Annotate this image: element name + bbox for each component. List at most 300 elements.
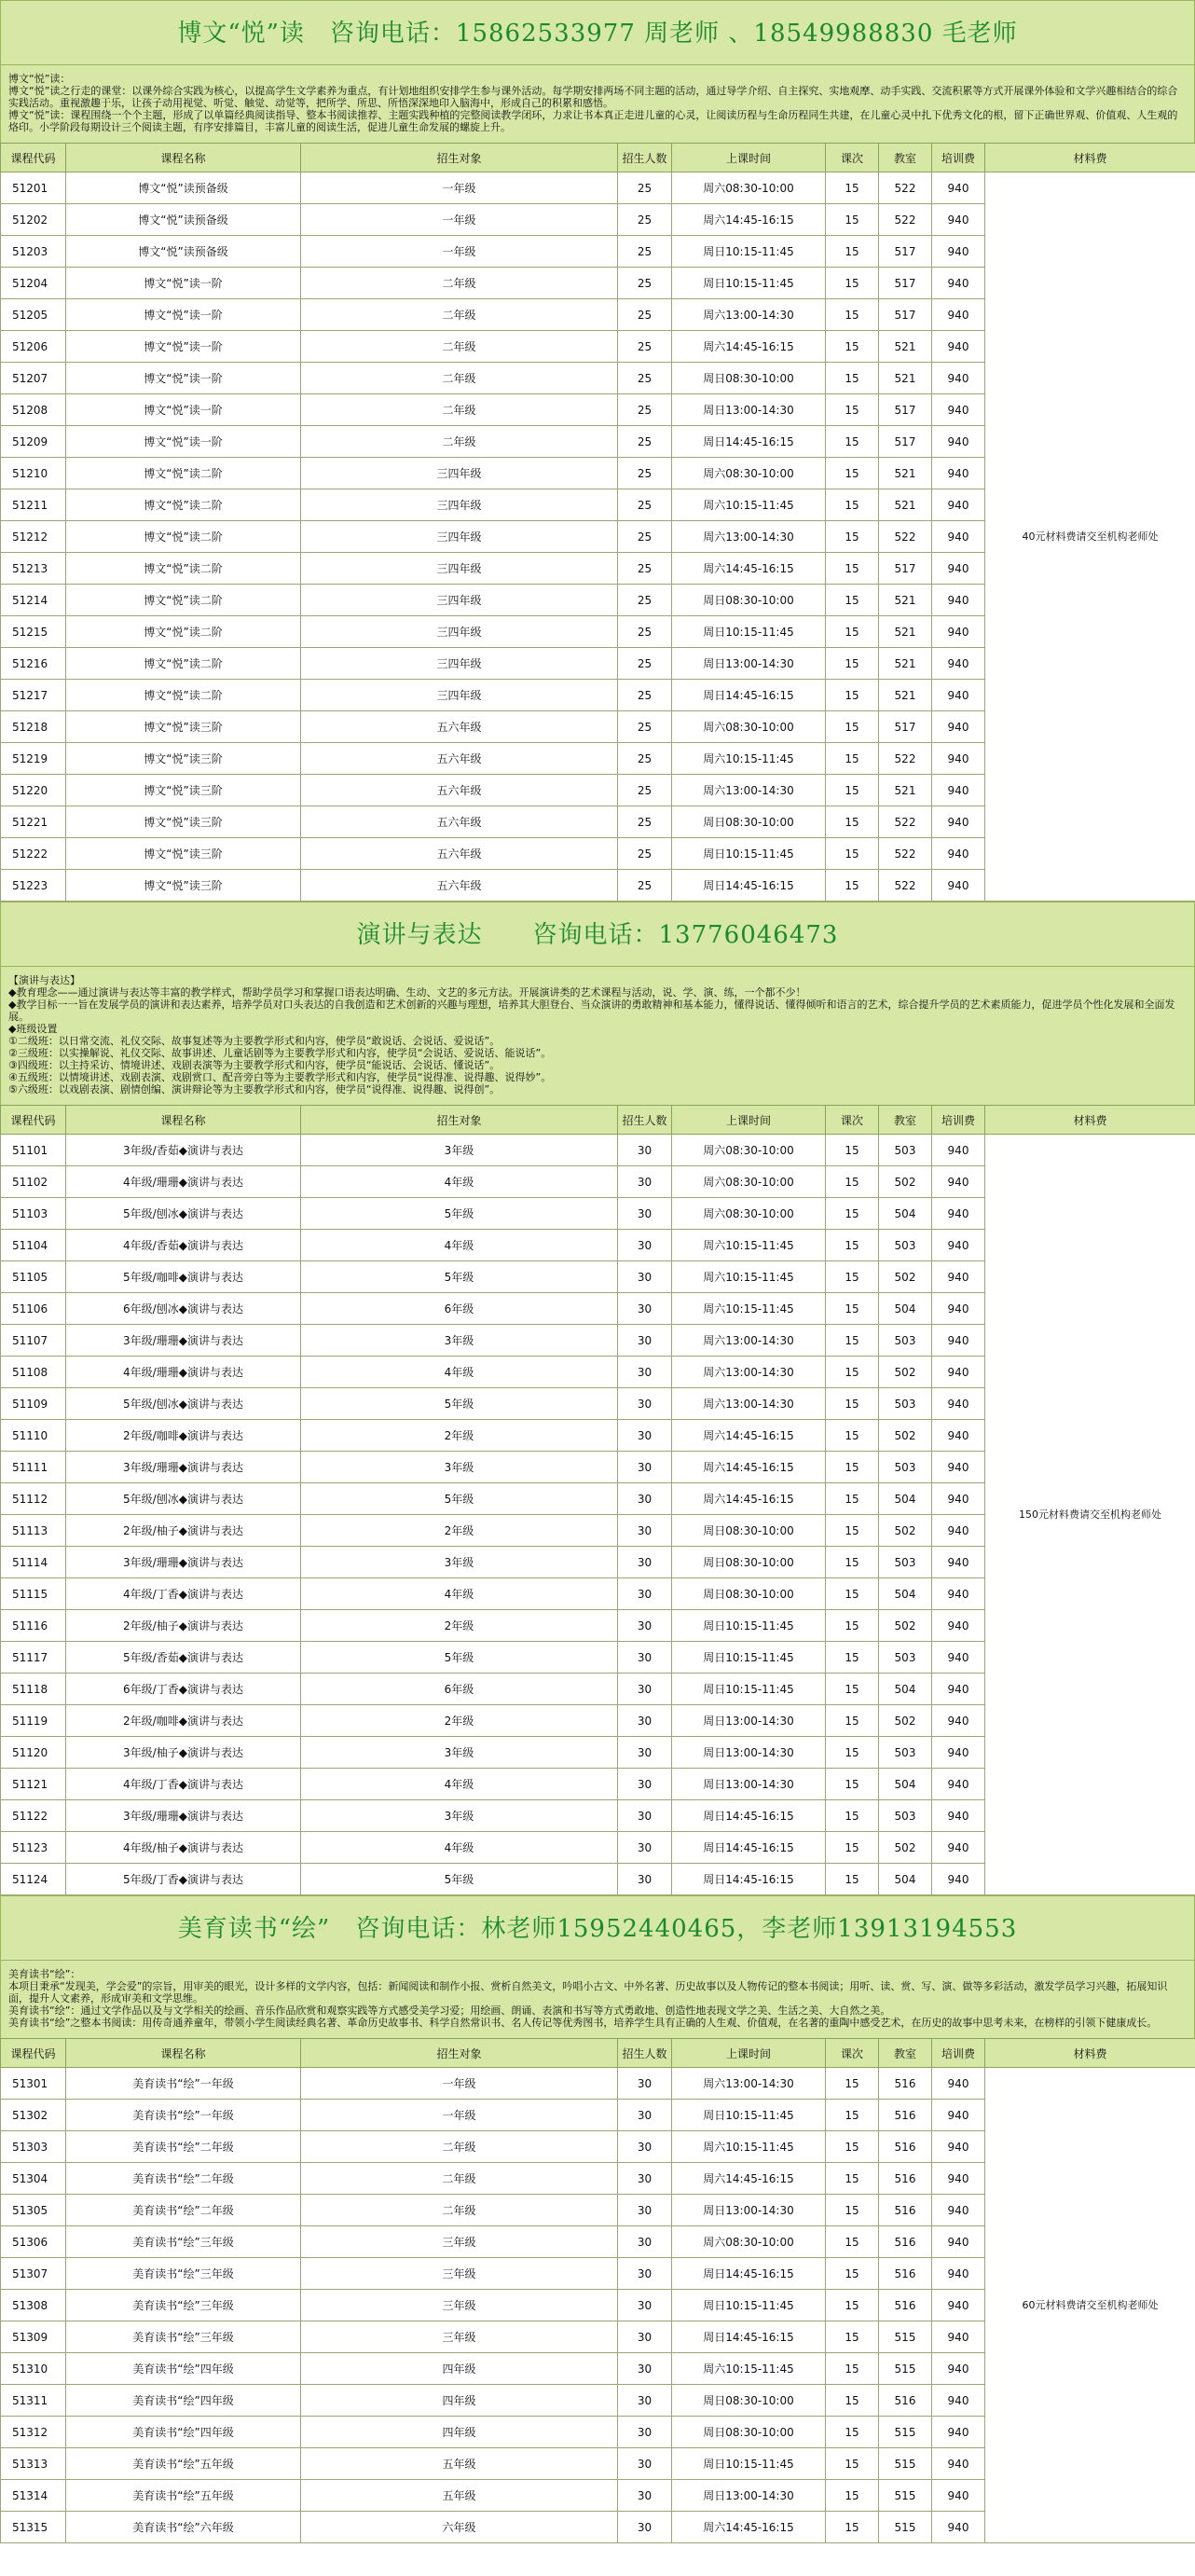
cell-sessions: 15 [826, 458, 879, 489]
cell-room: 521 [879, 616, 932, 648]
desc-line: ⑤六级班：以戏剧表演、剧情创编、演讲辩论等为主要教学形式和内容，使学员“说得准、说得趣、说得创”。 [8, 1083, 501, 1095]
cell-sessions: 15 [826, 299, 879, 331]
cell-course-name: 博文“悦”读二阶 [66, 680, 301, 711]
header-material: 材料费 [985, 1106, 1195, 1135]
cell-course-name: 3年级/香茹◆演讲与表达 [66, 1135, 301, 1166]
cell-capacity: 30 [618, 1198, 672, 1230]
header-sessions: 课次 [826, 144, 879, 172]
cell-time: 周六14:45-16:15 [672, 1420, 826, 1452]
cell-target: 3年级 [301, 1452, 618, 1483]
cell-sessions: 15 [826, 1452, 879, 1483]
cell-code: 51116 [1, 1610, 66, 1642]
cell-sessions: 15 [826, 2068, 879, 2100]
desc-line: 博文“悦”读之行走的课堂：以课外综合实践为核心，以提高学生文学素养为重点，有计划地组织安排学生参与课外活动。每学期安排两场不同主题的活动，通过导学介绍、自主探究、实地观摩、动手实践、交流积累等方式开展课外体验和文学兴趣相结合的综合实践活动。重视激趣于乐，让孩子动用视觉、听觉、触觉、动觉等，把所学、所思、所悟深深地印入脑海中，形成自己的积累和感悟。 [8, 85, 1178, 109]
cell-capacity: 30 [618, 2448, 672, 2480]
cell-capacity: 30 [618, 2258, 672, 2290]
cell-time: 周日10:15-11:45 [672, 2448, 826, 2480]
cell-time: 周六14:45-16:15 [672, 331, 826, 363]
cell-sessions: 15 [826, 2448, 879, 2480]
cell-course-name: 博文“悦”读预备级 [66, 236, 301, 268]
cell-fee: 940 [932, 553, 985, 585]
cell-code: 51124 [1, 1864, 66, 1895]
cell-sessions: 15 [826, 2417, 879, 2448]
cell-target: 二年级 [301, 268, 618, 299]
cell-fee: 940 [932, 1610, 985, 1642]
cell-target: 5年级 [301, 1261, 618, 1293]
cell-code: 51115 [1, 1578, 66, 1610]
cell-sessions: 15 [826, 426, 879, 458]
cell-course-name: 2年级/咖啡◆演讲与表达 [66, 1705, 301, 1737]
cell-target: 五六年级 [301, 870, 618, 902]
cell-code: 51113 [1, 1515, 66, 1547]
cell-time: 周六13:00-14:30 [672, 1325, 826, 1357]
cell-code: 51213 [1, 553, 66, 585]
cell-time: 周日10:15-11:45 [672, 2290, 826, 2321]
cell-room: 516 [879, 2226, 932, 2258]
cell-sessions: 15 [826, 1135, 879, 1166]
cell-course-name: 博文“悦”读二阶 [66, 585, 301, 616]
cell-room: 502 [879, 1610, 932, 1642]
cell-course-name: 美育读书“绘”三年级 [66, 2258, 301, 2290]
cell-code: 51109 [1, 1388, 66, 1420]
cell-fee: 940 [932, 1388, 985, 1420]
cell-target: 5年级 [301, 1483, 618, 1515]
cell-sessions: 15 [826, 1483, 879, 1515]
cell-sessions: 15 [826, 1864, 879, 1895]
cell-room: 503 [879, 1737, 932, 1769]
cell-capacity: 25 [618, 236, 672, 268]
cell-course-name: 美育读书“绘”一年级 [66, 2068, 301, 2100]
cell-target: 4年级 [301, 1832, 618, 1864]
header-sessions: 课次 [826, 2039, 879, 2068]
cell-capacity: 25 [618, 204, 672, 236]
cell-course-name: 2年级/咖啡◆演讲与表达 [66, 1420, 301, 1452]
cell-time: 周六10:15-11:45 [672, 2353, 826, 2385]
cell-code: 51311 [1, 2385, 66, 2417]
desc-line: 博文“悦”读：课程围绕一个个主题，形成了以单篇经典阅读指导、整本书阅读推荐、主题实践种植的完整阅读教学闭环，力求让书本真正走进儿童的心灵，让阅读历程与生命历程同生共建，在儿童心灵中扎下优秀文化的根，留下正确世界观、价值观、人生观的烙印。小学阶段每期设计三个阅读主题，有序安排篇目，丰富儿童的阅读生活，促进儿童生命发展的螺旋上升。 [8, 109, 1178, 133]
cell-time: 周六14:45-16:15 [672, 2163, 826, 2195]
cell-target: 二年级 [301, 2131, 618, 2163]
cell-sessions: 15 [826, 172, 879, 204]
cell-capacity: 30 [618, 2226, 672, 2258]
cell-capacity: 25 [618, 299, 672, 331]
cell-room: 521 [879, 775, 932, 806]
cell-fee: 940 [932, 1832, 985, 1864]
section-art-reading [0, 1895, 1195, 2543]
cell-capacity: 30 [618, 1800, 672, 1832]
cell-target: 4年级 [301, 1357, 618, 1388]
cell-fee: 940 [932, 236, 985, 268]
cell-room: 521 [879, 585, 932, 616]
cell-material-fee: 60元材料费请交至机构老师处 [985, 2068, 1195, 2543]
desc-line: ③四级班：以主持采访、情境讲述、戏剧表演等为主要教学形式和内容，使学员“能说话、会说话、懂说话”。 [8, 1059, 501, 1071]
cell-fee: 940 [932, 2100, 985, 2131]
cell-target: 3年级 [301, 1800, 618, 1832]
cell-capacity: 30 [618, 1325, 672, 1357]
cell-course-name: 5年级/咖啡◆演讲与表达 [66, 1261, 301, 1293]
cell-time: 周日10:15-11:45 [672, 616, 826, 648]
cell-capacity: 25 [618, 806, 672, 838]
cell-code: 51106 [1, 1293, 66, 1325]
cell-time: 周六14:45-16:15 [672, 1452, 826, 1483]
table-body [1, 172, 1195, 902]
cell-course-name: 博文“悦”读三阶 [66, 838, 301, 870]
cell-target: 一年级 [301, 236, 618, 268]
section-title: 演讲与表达 咨询电话：13776046473 [0, 902, 1195, 967]
cell-room: 521 [879, 648, 932, 680]
cell-code: 51220 [1, 775, 66, 806]
cell-fee: 940 [932, 2131, 985, 2163]
cell-sessions: 15 [826, 2512, 879, 2543]
cell-time: 周日14:45-16:15 [672, 870, 826, 902]
cell-sessions: 15 [826, 1578, 879, 1610]
cell-sessions: 15 [826, 775, 879, 806]
cell-sessions: 15 [826, 2226, 879, 2258]
cell-fee: 940 [932, 616, 985, 648]
cell-target: 三年级 [301, 2226, 618, 2258]
cell-code: 51305 [1, 2195, 66, 2226]
cell-sessions: 15 [826, 2163, 879, 2195]
cell-code: 51202 [1, 204, 66, 236]
section-title: 博文“悦”读 咨询电话：15862533977 周老师 、18549988830 毛老师 [0, 0, 1195, 65]
cell-time: 周日14:45-16:15 [672, 426, 826, 458]
cell-sessions: 15 [826, 2353, 879, 2385]
cell-sessions: 15 [826, 1325, 879, 1357]
header-code: 课程代码 [1, 1106, 66, 1135]
cell-code: 51104 [1, 1230, 66, 1261]
header-fee: 培训费 [932, 2039, 985, 2068]
cell-code: 51312 [1, 2417, 66, 2448]
cell-sessions: 15 [826, 489, 879, 521]
cell-room: 515 [879, 2480, 932, 2512]
cell-code: 51205 [1, 299, 66, 331]
cell-fee: 940 [932, 2480, 985, 2512]
cell-room: 503 [879, 1452, 932, 1483]
header-sessions: 课次 [826, 1106, 879, 1135]
cell-room: 503 [879, 1230, 932, 1261]
cell-target: 4年级 [301, 1230, 618, 1261]
cell-time: 周日08:30-10:00 [672, 806, 826, 838]
cell-code: 51122 [1, 1800, 66, 1832]
cell-code: 51105 [1, 1261, 66, 1293]
cell-time: 周日08:30-10:00 [672, 1515, 826, 1547]
cell-room: 516 [879, 2100, 932, 2131]
cell-capacity: 30 [618, 1642, 672, 1674]
cell-course-name: 美育读书“绘”三年级 [66, 2321, 301, 2353]
cell-code: 51303 [1, 2131, 66, 2163]
cell-time: 周日14:45-16:15 [672, 2258, 826, 2290]
course-table [0, 143, 1195, 902]
cell-time: 周六14:45-16:15 [672, 2512, 826, 2543]
cell-course-name: 4年级/柚子◆演讲与表达 [66, 1832, 301, 1864]
cell-fee: 940 [932, 1737, 985, 1769]
cell-target: 2年级 [301, 1705, 618, 1737]
cell-course-name: 4年级/丁香◆演讲与表达 [66, 1769, 301, 1800]
cell-code: 51108 [1, 1357, 66, 1388]
cell-course-name: 2年级/柚子◆演讲与表达 [66, 1515, 301, 1547]
cell-capacity: 30 [618, 2195, 672, 2226]
cell-code: 51314 [1, 2480, 66, 2512]
cell-code: 51121 [1, 1769, 66, 1800]
cell-target: 5年级 [301, 1198, 618, 1230]
cell-room: 502 [879, 1166, 932, 1198]
cell-fee: 940 [932, 458, 985, 489]
cell-room: 504 [879, 1578, 932, 1610]
cell-sessions: 15 [826, 1261, 879, 1293]
cell-code: 51217 [1, 680, 66, 711]
cell-code: 51309 [1, 2321, 66, 2353]
cell-sessions: 15 [826, 1705, 879, 1737]
cell-fee: 940 [932, 1674, 985, 1705]
section-reading [0, 0, 1195, 902]
cell-target: 3年级 [301, 1547, 618, 1578]
cell-room: 515 [879, 2448, 932, 2480]
cell-course-name: 博文“悦”读二阶 [66, 648, 301, 680]
cell-fee: 940 [932, 268, 985, 299]
table-header-row [1, 144, 1195, 172]
cell-room: 516 [879, 2385, 932, 2417]
cell-code: 51306 [1, 2226, 66, 2258]
cell-course-name: 4年级/珊珊◆演讲与表达 [66, 1166, 301, 1198]
header-material: 材料费 [985, 144, 1195, 172]
cell-capacity: 30 [618, 1737, 672, 1769]
cell-time: 周六10:15-11:45 [672, 489, 826, 521]
cell-fee: 940 [932, 1547, 985, 1578]
cell-course-name: 3年级/珊珊◆演讲与表达 [66, 1325, 301, 1357]
cell-time: 周六10:15-11:45 [672, 1261, 826, 1293]
cell-time: 周日13:00-14:30 [672, 2195, 826, 2226]
cell-course-name: 博文“悦”读二阶 [66, 521, 301, 553]
cell-target: 三四年级 [301, 521, 618, 553]
cell-room: 502 [879, 1261, 932, 1293]
cell-target: 4年级 [301, 1578, 618, 1610]
cell-code: 51206 [1, 331, 66, 363]
cell-target: 4年级 [301, 1166, 618, 1198]
cell-course-name: 美育读书“绘”三年级 [66, 2290, 301, 2321]
cell-code: 51107 [1, 1325, 66, 1357]
cell-fee: 940 [932, 1357, 985, 1388]
cell-sessions: 15 [826, 616, 879, 648]
cell-time: 周日10:15-11:45 [672, 2100, 826, 2131]
cell-time: 周日08:30-10:00 [672, 2385, 826, 2417]
section-description [0, 967, 1195, 1105]
cell-fee: 940 [932, 1578, 985, 1610]
cell-code: 51208 [1, 394, 66, 426]
cell-target: 二年级 [301, 363, 618, 394]
cell-course-name: 美育读书“绘”四年级 [66, 2385, 301, 2417]
cell-capacity: 30 [618, 2480, 672, 2512]
cell-code: 51102 [1, 1166, 66, 1198]
cell-capacity: 30 [618, 1388, 672, 1420]
cell-room: 502 [879, 1420, 932, 1452]
cell-course-name: 5年级/香茹◆演讲与表达 [66, 1642, 301, 1674]
cell-time: 周六14:45-16:15 [672, 553, 826, 585]
cell-code: 51301 [1, 2068, 66, 2100]
cell-fee: 940 [932, 1420, 985, 1452]
cell-capacity: 25 [618, 680, 672, 711]
cell-capacity: 30 [618, 1705, 672, 1737]
cell-sessions: 15 [826, 204, 879, 236]
cell-sessions: 15 [826, 363, 879, 394]
cell-sessions: 15 [826, 1515, 879, 1547]
cell-capacity: 30 [618, 2353, 672, 2385]
course-table [0, 2038, 1195, 2543]
cell-sessions: 15 [826, 1293, 879, 1325]
cell-target: 5年级 [301, 1864, 618, 1895]
cell-target: 三四年级 [301, 553, 618, 585]
header-capacity: 招生人数 [618, 1106, 672, 1135]
cell-room: 516 [879, 2258, 932, 2290]
cell-time: 周六13:00-14:30 [672, 2068, 826, 2100]
desc-line: 本项目秉承“发现美，学会爱”的宗旨，用审美的眼光，设计多样的文学内容，包括：新闻阅读和制作小报、赏析自然美文，吟唱小古文、中外名著、历史故事以及人物传记的整本书阅读；用听、读、赏、写、演、做等多彩活动，激发学员学习兴趣，拓展知识面，提升人文素养，形成审美和文学思维。 [8, 1980, 1168, 2004]
cell-room: 517 [879, 711, 932, 743]
cell-code: 51101 [1, 1135, 66, 1166]
cell-fee: 940 [932, 363, 985, 394]
cell-sessions: 15 [826, 1610, 879, 1642]
cell-fee: 940 [932, 1642, 985, 1674]
cell-target: 五六年级 [301, 838, 618, 870]
cell-code: 51114 [1, 1547, 66, 1578]
cell-fee: 940 [932, 1261, 985, 1293]
cell-time: 周六13:00-14:30 [672, 775, 826, 806]
cell-capacity: 25 [618, 521, 672, 553]
cell-target: 一年级 [301, 172, 618, 204]
cell-course-name: 美育读书“绘”四年级 [66, 2353, 301, 2385]
cell-sessions: 15 [826, 1769, 879, 1800]
cell-capacity: 30 [618, 1769, 672, 1800]
cell-capacity: 30 [618, 1420, 672, 1452]
cell-code: 51209 [1, 426, 66, 458]
cell-sessions: 15 [826, 521, 879, 553]
section-description [0, 65, 1195, 143]
cell-code: 51310 [1, 2353, 66, 2385]
cell-course-name: 2年级/柚子◆演讲与表达 [66, 1610, 301, 1642]
header-time: 上课时间 [672, 1106, 826, 1135]
cell-capacity: 25 [618, 775, 672, 806]
cell-code: 51117 [1, 1642, 66, 1674]
desc-line: ◆班级设置 [8, 1023, 58, 1035]
header-name: 课程名称 [66, 2039, 301, 2068]
cell-target: 二年级 [301, 394, 618, 426]
cell-course-name: 美育读书“绘”五年级 [66, 2448, 301, 2480]
cell-code: 51214 [1, 585, 66, 616]
cell-fee: 940 [932, 2195, 985, 2226]
cell-room: 516 [879, 2068, 932, 2100]
cell-sessions: 15 [826, 1388, 879, 1420]
cell-sessions: 15 [826, 1737, 879, 1769]
cell-code: 51216 [1, 648, 66, 680]
cell-time: 周日08:30-10:00 [672, 585, 826, 616]
cell-code: 51211 [1, 489, 66, 521]
cell-course-name: 博文“悦”读二阶 [66, 616, 301, 648]
cell-course-name: 博文“悦”读二阶 [66, 553, 301, 585]
header-time: 上课时间 [672, 144, 826, 172]
cell-course-name: 4年级/珊珊◆演讲与表达 [66, 1357, 301, 1388]
cell-course-name: 博文“悦”读三阶 [66, 711, 301, 743]
cell-course-name: 博文“悦”读一阶 [66, 426, 301, 458]
cell-time: 周日10:15-11:45 [672, 1642, 826, 1674]
cell-time: 周日10:15-11:45 [672, 1674, 826, 1705]
cell-sessions: 15 [826, 268, 879, 299]
cell-sessions: 15 [826, 1198, 879, 1230]
cell-room: 517 [879, 299, 932, 331]
cell-capacity: 25 [618, 616, 672, 648]
cell-sessions: 15 [826, 1800, 879, 1832]
cell-course-name: 博文“悦”读一阶 [66, 299, 301, 331]
cell-fee: 940 [932, 521, 985, 553]
cell-course-name: 6年级/丁香◆演讲与表达 [66, 1674, 301, 1705]
cell-target: 五六年级 [301, 743, 618, 775]
cell-target: 三四年级 [301, 458, 618, 489]
cell-time: 周日08:30-10:00 [672, 363, 826, 394]
cell-time: 周六08:30-10:00 [672, 172, 826, 204]
cell-course-name: 3年级/珊珊◆演讲与表达 [66, 1547, 301, 1578]
cell-capacity: 25 [618, 870, 672, 902]
cell-capacity: 30 [618, 1293, 672, 1325]
cell-target: 一年级 [301, 2068, 618, 2100]
cell-course-name: 5年级/刨冰◆演讲与表达 [66, 1198, 301, 1230]
cell-capacity: 30 [618, 1135, 672, 1166]
table-row [1, 1135, 1195, 1166]
cell-fee: 940 [932, 1800, 985, 1832]
header-time: 上课时间 [672, 2039, 826, 2068]
cell-time: 周六08:30-10:00 [672, 711, 826, 743]
cell-target: 四年级 [301, 2353, 618, 2385]
cell-sessions: 15 [826, 2100, 879, 2131]
header-room: 教室 [879, 144, 932, 172]
cell-sessions: 15 [826, 1357, 879, 1388]
header-capacity: 招生人数 [618, 2039, 672, 2068]
cell-capacity: 30 [618, 1515, 672, 1547]
cell-fee: 940 [932, 2226, 985, 2258]
cell-course-name: 博文“悦”读三阶 [66, 806, 301, 838]
cell-fee: 940 [932, 743, 985, 775]
cell-capacity: 25 [618, 426, 672, 458]
cell-target: 6年级 [301, 1674, 618, 1705]
table-body [1, 2068, 1195, 2543]
cell-capacity: 25 [618, 553, 672, 585]
cell-target: 三四年级 [301, 616, 618, 648]
header-fee: 培训费 [932, 1106, 985, 1135]
cell-time: 周日13:00-14:30 [672, 1769, 826, 1800]
cell-time: 周日10:15-11:45 [672, 1610, 826, 1642]
cell-room: 521 [879, 489, 932, 521]
header-name: 课程名称 [66, 1106, 301, 1135]
cell-target: 五六年级 [301, 806, 618, 838]
cell-code: 51123 [1, 1832, 66, 1864]
cell-room: 502 [879, 1705, 932, 1737]
cell-time: 周六08:30-10:00 [672, 1198, 826, 1230]
cell-fee: 940 [932, 775, 985, 806]
cell-course-name: 博文“悦”读二阶 [66, 489, 301, 521]
cell-capacity: 25 [618, 331, 672, 363]
cell-sessions: 15 [826, 870, 879, 902]
cell-capacity: 30 [618, 1261, 672, 1293]
cell-target: 五六年级 [301, 775, 618, 806]
cell-sessions: 15 [826, 711, 879, 743]
cell-fee: 940 [932, 489, 985, 521]
cell-time: 周日14:45-16:15 [672, 1864, 826, 1895]
cell-capacity: 25 [618, 268, 672, 299]
cell-time: 周六08:30-10:00 [672, 1166, 826, 1198]
cell-room: 522 [879, 806, 932, 838]
cell-room: 503 [879, 1325, 932, 1357]
cell-fee: 940 [932, 1293, 985, 1325]
cell-sessions: 15 [826, 236, 879, 268]
cell-code: 51222 [1, 838, 66, 870]
cell-room: 515 [879, 2353, 932, 2385]
cell-fee: 940 [932, 585, 985, 616]
